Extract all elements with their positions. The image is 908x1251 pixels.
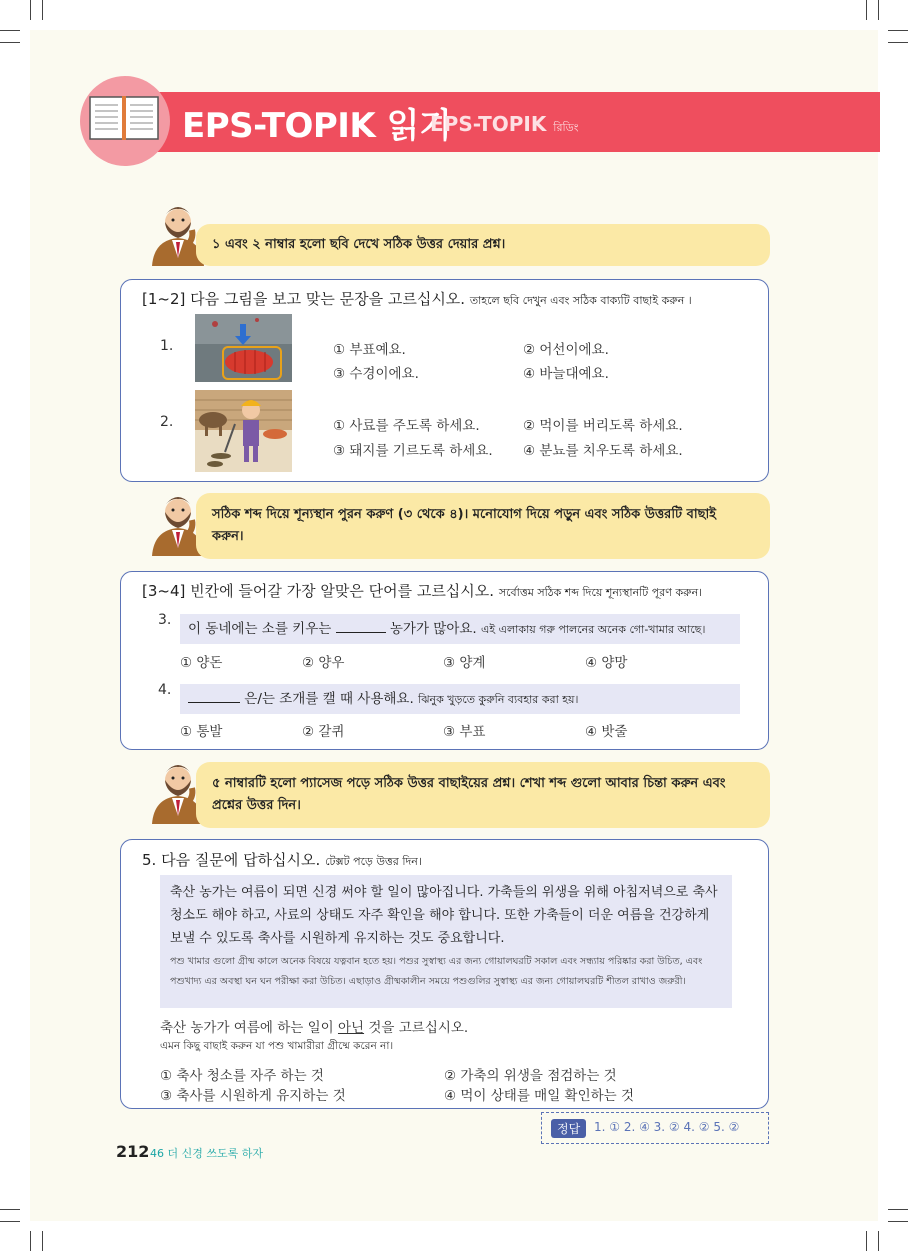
q5-question-bn: এমন কিছু বাছাই করুন যা পশু খামারীরা গ্রীষ্মে করেন না। (160, 1040, 394, 1052)
q2-option-2[interactable]: ② 먹이를 버리도록 하세요. (523, 418, 683, 434)
q5-option-3[interactable]: ③ 축사를 시원하게 유지하는 것 (160, 1088, 346, 1104)
answer-key (541, 1112, 769, 1144)
question-number: 1. (160, 338, 174, 354)
q5-option-4[interactable]: ④ 먹이 상태를 매일 확인하는 것 (444, 1088, 635, 1104)
q5-question-pre: 축산 농가가 여름에 하는 일이 (160, 1020, 334, 1036)
passage-korean: 축산 농가는 여름이 되면 신경 써야 할 일이 많아집니다. 가축들의 위생을 위해 아침저녁으로 축사 청소도 해야 하고, 사료의 상태도 자주 확인을 해야 합니다. 또한 가축들이 더운 여름을 건강하게 보낼 수 있도록 축사를 시원하게 유지하는 것도 중요합니다. (170, 885, 718, 946)
q4-option-1[interactable]: ① 통발 (180, 724, 223, 740)
page-title: EPS-TOPIK 읽기 (182, 106, 452, 146)
q4-bn: ঝিনুক খুড়তে কুরুনি ব্যবহার করা হয়। (418, 693, 579, 706)
crop-mark (42, 1231, 43, 1251)
q3-blank (336, 632, 386, 633)
question-number: 2. (160, 414, 174, 430)
crop-mark (0, 1221, 20, 1222)
q3-text-before: 이 동네에는 소를 키우는 (188, 621, 332, 637)
q1-option-2[interactable]: ② 어선이에요. (523, 342, 609, 358)
q3-text-after: 농가가 많아요. (389, 621, 477, 637)
crop-mark (878, 0, 879, 20)
reading-passage (160, 875, 732, 1008)
farmer-image (195, 390, 292, 472)
crop-mark (878, 1231, 879, 1251)
q5-option-1[interactable]: ① 축사 청소를 자주 하는 것 (160, 1068, 324, 1084)
guide-bar-2: সঠিক শব্দ দিয়ে শূন্যস্থান পুরন করুণ (৩ থেকে ৪)। মনোযোগ দিয়ে পড়ুন এবং সঠিক উত্তরটি বাছাই করুন। (196, 493, 770, 559)
q4-text-after: 은/는 조개를 캘 때 사용해요. (244, 691, 414, 707)
q1-option-3[interactable]: ③ 수경이에요. (333, 366, 419, 382)
section3-instruction (142, 849, 422, 872)
q3-option-2[interactable]: ② 양우 (302, 655, 345, 671)
crop-mark (30, 1231, 31, 1251)
page-subtitle (430, 112, 578, 138)
q5-option-2[interactable]: ② 가축의 위생을 점검하는 것 (444, 1068, 617, 1084)
q4-option-3[interactable]: ③ 부표 (443, 724, 486, 740)
section1-instruction (142, 288, 692, 311)
q2-option-1[interactable]: ① 사료를 주도록 하세요. (333, 418, 480, 434)
q1-option-1[interactable]: ① 부표예요. (333, 342, 406, 358)
question-number: 3. (158, 612, 172, 628)
answer-key-text: 1. ① 2. ④ 3. ② 4. ② 5. ② (594, 1120, 740, 1134)
q3-option-3[interactable]: ③ 양계 (443, 655, 486, 671)
q3-bn: এই এলাকায় গরু পালনের অনেক গো-খামার আছে। (481, 623, 706, 636)
crop-mark (42, 0, 43, 20)
q3-option-4[interactable]: ④ 양망 (585, 655, 628, 671)
q4-blank (188, 702, 240, 703)
q4-option-4[interactable]: ④ 밧줄 (585, 724, 628, 740)
open-book-icon (88, 93, 160, 143)
q4-option-2[interactable]: ② 갈퀴 (302, 724, 345, 740)
crop-mark (866, 1231, 867, 1251)
page-number: 212 (116, 1142, 150, 1161)
instruction-ko: [3~4] 빈칸에 들어갈 가장 알맞은 단어를 고르십시오. (142, 582, 495, 600)
instruction-ko: 5. 다음 질문에 답하십시오. (142, 851, 321, 869)
buoy-image (195, 314, 292, 382)
guide-bar-1: ১ এবং ২ নাম্বার হলো ছবি দেখে সঠিক উত্তর দেয়ার প্রশ্ন। (196, 224, 770, 266)
crop-mark (0, 42, 20, 43)
q2-option-3[interactable]: ③ 돼지를 기르도록 하세요. (333, 443, 493, 459)
passage-bengali: পশু খামার গুলো গ্রীষ্ম কালে অনেক বিষয়ে যত্নবান হতে হয়। পশুর সুস্বাস্থ্য এর জন্য গোয়ালঘরটি সকাল এবং সন্ধ্যায় পরিষ্কার করা উচিত, এবং পশুখাদ্য এর অবস্থা ঘন ঘন পরীক্ষা করা উচিত। এছাড়াও গ্রীষ্মকালীন সময়ে পশুগুলির সুস্বাস্থ্য এর জন্য গোয়ালঘরটি শীতল রাখাও জরুরী। (170, 956, 703, 987)
chapter-title: 46 더 신경 쓰도록 하자 (150, 1147, 263, 1160)
instruction-bn: তাহলে ছবি দেখুন এবং সঠিক বাক্যটি বাছাই করুন । (469, 294, 692, 307)
question-number: 4. (158, 682, 172, 698)
section2-instruction (142, 580, 702, 603)
answer-key-label: 정답 (551, 1119, 586, 1138)
crop-mark (0, 30, 20, 31)
crop-mark (866, 0, 867, 20)
q1-option-4[interactable]: ④ 바늘대예요. (523, 366, 609, 382)
guide-bar-3: ৫ নাম্বারটি হলো প্যাসেজ পড়ে সঠিক উত্তর বাছাইয়ের প্রশ্ন। শেখা শব্দ গুলো আবার চিন্তা করুন এবং প্রশ্নের উত্তর দিন। (196, 762, 770, 828)
q2-option-4[interactable]: ④ 분뇨를 치우도록 하세요. (523, 443, 683, 459)
crop-mark (888, 30, 908, 31)
crop-mark (888, 1209, 908, 1210)
q3-sentence (180, 614, 740, 644)
q5-question (160, 1016, 468, 1036)
crop-mark (30, 0, 31, 20)
instruction-bn: টেক্সট পড়ে উত্তর দিন। (325, 855, 422, 868)
q4-sentence (180, 684, 740, 714)
instruction-bn: সর্বোত্তম সঠিক শব্দ দিয়ে শূন্যস্থানটি পূরণ করুন। (498, 586, 703, 599)
q3-option-1[interactable]: ① 양돈 (180, 655, 223, 671)
subtitle-small: রিডিং (553, 121, 579, 134)
q5-question-post: 것을 고르십시오. (368, 1020, 469, 1036)
instruction-ko: [1~2] 다음 그림을 보고 맞는 문장을 고르십시오. (142, 290, 466, 308)
q5-question-underline: 아닌 (337, 1020, 365, 1036)
crop-mark (888, 1221, 908, 1222)
crop-mark (888, 42, 908, 43)
subtitle-text: EPS-TOPIK (430, 112, 547, 136)
crop-mark (0, 1209, 20, 1210)
